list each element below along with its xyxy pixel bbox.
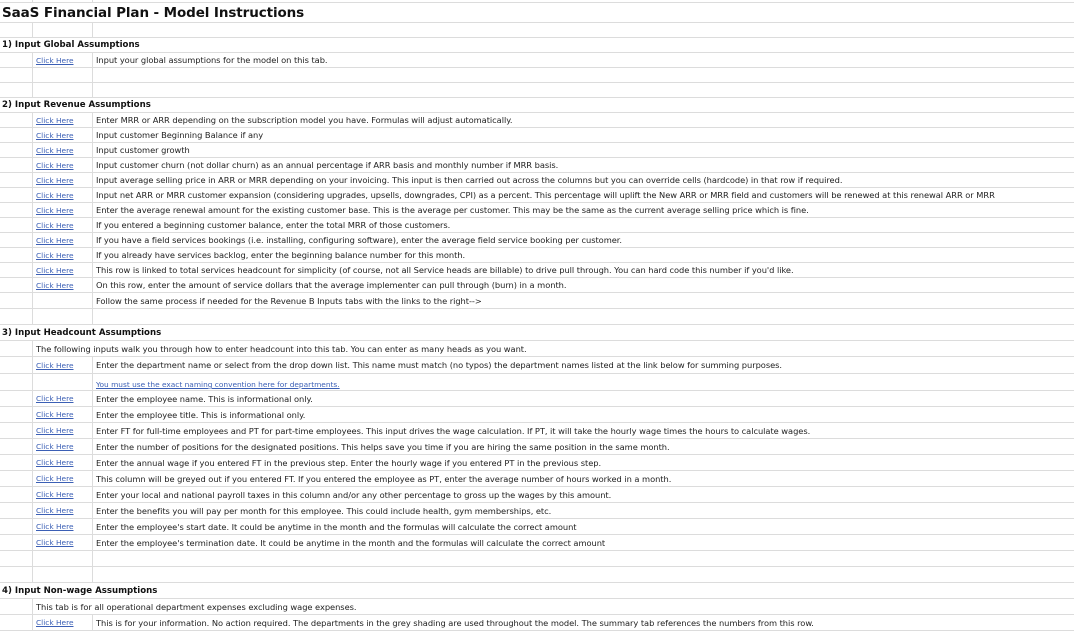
grid-row bbox=[0, 23, 1074, 38]
instruction-text: Enter MRR or ARR depending on the subscription model you have. Formulas will adjust automatically. bbox=[96, 115, 513, 125]
click-here-link[interactable]: Click Here bbox=[36, 360, 74, 370]
instruction-row bbox=[0, 391, 1074, 407]
intro-row bbox=[0, 599, 1074, 615]
instruction-row bbox=[0, 535, 1074, 551]
title-row bbox=[0, 3, 1074, 23]
instruction-text: If you entered a beginning customer balance, enter the total MRR of those customers. bbox=[96, 220, 451, 230]
click-here-link[interactable]: Click Here bbox=[36, 115, 74, 125]
click-here-link[interactable]: Click Here bbox=[36, 506, 74, 515]
naming-convention-row bbox=[0, 374, 1074, 391]
section-header-nonwage bbox=[0, 583, 1074, 599]
instruction-row bbox=[0, 203, 1074, 218]
instruction-row bbox=[0, 263, 1074, 278]
naming-convention-link[interactable]: You must use the exact naming convention here for departments. bbox=[96, 380, 340, 389]
instruction-text: This column will be greyed out if you entered FT. If you entered the employee as PT, enter the average number of hours worked in a month. bbox=[96, 473, 672, 484]
instruction-text: Enter the average renewal amount for the existing customer base. This is the average per customer. This may be the same as the current average selling price which is fine. bbox=[96, 205, 809, 215]
instruction-text: Input net ARR or MRR customer expansion (considering upgrades, upsells, downgrades, CPI) as a percent. This percentage will uplift the New ARR or MRR field and customers will be renewed at this renewal ARR or MRR bbox=[96, 190, 995, 200]
instruction-row bbox=[0, 233, 1074, 248]
instruction-text: Enter the employee name. This is informational only. bbox=[96, 393, 313, 404]
instruction-text: Enter the employee title. This is informational only. bbox=[96, 409, 306, 420]
instruction-text: Enter the number of positions for the designated positions. This helps save you time if you are hiring the same position in the same month. bbox=[96, 441, 670, 452]
click-here-link[interactable]: Click Here bbox=[36, 538, 74, 547]
instruction-row bbox=[0, 455, 1074, 471]
instruction-row bbox=[0, 357, 1074, 374]
click-here-link[interactable]: Click Here bbox=[36, 280, 74, 290]
instruction-row bbox=[0, 278, 1074, 293]
click-here-link[interactable]: Click Here bbox=[36, 522, 74, 531]
instruction-text: This is for your information. No action required. The departments in the grey shading are used throughout the model. The summary tab references the numbers from this row. bbox=[96, 617, 814, 628]
nonwage-intro-text: This tab is for all operational department expenses excluding wage expenses. bbox=[36, 601, 357, 612]
click-here-link[interactable]: Click Here bbox=[36, 160, 74, 170]
instruction-text: Enter the employee's termination date. It could be anytime in the month and the formulas will calculate the correct amount bbox=[96, 537, 606, 548]
page-title: SaaS Financial Plan - Model Instructions bbox=[2, 4, 305, 21]
instruction-row bbox=[0, 407, 1074, 423]
instruction-row bbox=[0, 471, 1074, 487]
instruction-row bbox=[0, 503, 1074, 519]
section-title: 4) Input Non-wage Assumptions bbox=[2, 585, 158, 596]
instruction-text: Enter the benefits you will pay per month for this employee. This could include health, gym memberships, etc. bbox=[96, 505, 552, 516]
intro-row bbox=[0, 341, 1074, 357]
instruction-text: Enter FT for full-time employees and PT for part-time employees. This input drives the wage calculation. If PT, it will take the hourly wage times the hours to calculate wages. bbox=[96, 425, 811, 436]
click-here-link[interactable]: Click Here bbox=[36, 618, 74, 627]
click-here-link[interactable]: Click Here bbox=[36, 190, 74, 200]
instruction-text: Input customer churn (not dollar churn) as an annual percentage if ARR basis and monthly number if MRR basis. bbox=[96, 160, 559, 170]
section-header-global bbox=[0, 38, 1074, 53]
click-here-link[interactable]: Click Here bbox=[36, 458, 74, 467]
headcount-intro-text: The following inputs walk you through how to enter headcount into this tab. You can enter as many heads as you want. bbox=[36, 343, 527, 354]
grid-row bbox=[0, 68, 1074, 83]
click-here-link[interactable]: Click Here bbox=[36, 250, 74, 260]
instruction-row bbox=[0, 53, 1074, 68]
instruction-row bbox=[0, 218, 1074, 233]
click-here-link[interactable]: Click Here bbox=[36, 442, 74, 451]
grid-row bbox=[0, 83, 1074, 98]
instruction-row bbox=[0, 173, 1074, 188]
instruction-text: Enter the department name or select from the drop down list. This name must match (no typos) the department names listed at the link below for summing purposes. bbox=[96, 360, 783, 370]
instruction-row bbox=[0, 143, 1074, 158]
click-here-link[interactable]: Click Here bbox=[36, 205, 74, 215]
section-header-headcount bbox=[0, 325, 1074, 341]
section-header-revenue bbox=[0, 98, 1074, 113]
instruction-text: If you have a field services bookings (i.e. installing, configuring software), enter the average field service booking per customer. bbox=[96, 235, 622, 245]
revenue-footer-text: Follow the same process if needed for the Revenue B Inputs tabs with the links to the right--> bbox=[96, 295, 482, 306]
instruction-row bbox=[0, 423, 1074, 439]
click-here-link[interactable]: Click Here bbox=[36, 55, 74, 65]
section-title: 1) Input Global Assumptions bbox=[2, 40, 140, 50]
click-here-link[interactable]: Click Here bbox=[36, 265, 74, 275]
click-here-link[interactable]: Click Here bbox=[36, 235, 74, 245]
instruction-text: Enter your local and national payroll taxes in this column and/or any other percentage to gross up the wages by this amount. bbox=[96, 489, 612, 500]
click-here-link[interactable]: Click Here bbox=[36, 426, 74, 435]
grid-row bbox=[0, 551, 1074, 567]
click-here-link[interactable]: Click Here bbox=[36, 175, 74, 185]
section-title: 2) Input Revenue Assumptions bbox=[2, 100, 151, 110]
instruction-row bbox=[0, 128, 1074, 143]
click-here-link[interactable]: Click Here bbox=[36, 490, 74, 499]
grid-row bbox=[0, 567, 1074, 583]
instruction-row bbox=[0, 188, 1074, 203]
instruction-text: This row is linked to total services headcount for simplicity (of course, not all Service heads are billable) to drive pull through. You can hard code this number if you'd like. bbox=[96, 265, 794, 275]
instruction-text: Input average selling price in ARR or MRR depending on your invoicing. This input is then carried out across the columns but you can override cells (hardcode) in that row if required. bbox=[96, 175, 843, 185]
click-here-link[interactable]: Click Here bbox=[36, 130, 74, 140]
instruction-text: On this row, enter the amount of service dollars that the average implementer can pull through (burn) in a month. bbox=[96, 280, 567, 290]
grid-row bbox=[0, 309, 1074, 325]
instruction-text: If you already have services backlog, enter the beginning balance number for this month. bbox=[96, 250, 466, 260]
instruction-text: Input customer growth bbox=[96, 145, 190, 155]
instruction-text: Enter the employee's start date. It could be anytime in the month and the formulas will calculate the correct amount bbox=[96, 521, 577, 532]
click-here-link[interactable]: Click Here bbox=[36, 474, 74, 483]
instruction-row bbox=[0, 158, 1074, 173]
click-here-link[interactable]: Click Here bbox=[36, 145, 74, 155]
section-title: 3) Input Headcount Assumptions bbox=[2, 327, 162, 338]
instruction-row bbox=[0, 615, 1074, 631]
instruction-text: Enter the annual wage if you entered FT in the previous step. Enter the hourly wage if you entered PT in the previous step. bbox=[96, 457, 602, 468]
instruction-row bbox=[0, 113, 1074, 128]
instruction-row bbox=[0, 519, 1074, 535]
instruction-row bbox=[0, 248, 1074, 263]
instruction-text: Input your global assumptions for the model on this tab. bbox=[96, 55, 328, 65]
click-here-link[interactable]: Click Here bbox=[36, 394, 74, 403]
click-here-link[interactable]: Click Here bbox=[36, 410, 74, 419]
instruction-row bbox=[0, 293, 1074, 309]
instruction-text: Input customer Beginning Balance if any bbox=[96, 130, 264, 140]
instruction-row bbox=[0, 439, 1074, 455]
instruction-row bbox=[0, 487, 1074, 503]
click-here-link[interactable]: Click Here bbox=[36, 220, 74, 230]
